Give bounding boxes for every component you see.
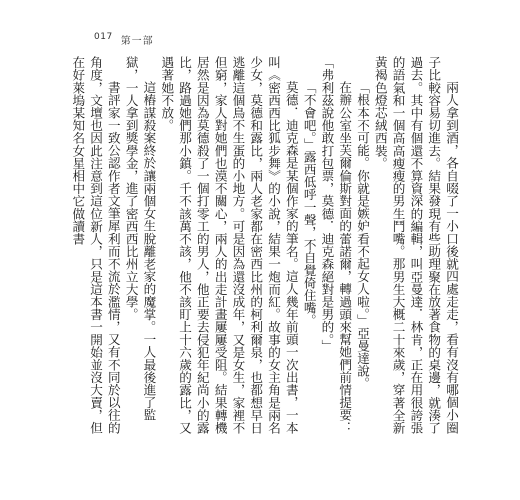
paragraph: 「根本不可能。你就是嫉妒看不起女人啦。」亞曼達說。 xyxy=(355,81,371,390)
chapter-title: 第一部 xyxy=(120,36,154,47)
body-text xyxy=(70,56,460,436)
paragraph: 這樁謀殺案終於讓兩個女生脫離老家的魔掌。一人最後進了監獄，一人拿到獎學金，進了密西西比州立大學。 xyxy=(123,56,157,422)
running-header xyxy=(94,32,154,47)
paragraph: 兩人拿到酒，各自啜了一小口後就四處走走，看有沒有哪個小圈子比較容易切進去。結果發現有些助理聚在放著食物的桌邊，就湊了過去。其中有個還不算資深的編輯，叫亞曼達．林肯，正在用很誇張的語氣和一個高高瘦瘦的男生鬥嘴。那男生大概二十來歲，穿著全新黃褐色燈芯絨西裝。 xyxy=(372,56,459,434)
paragraph: 莫德．迪克森是某個作家的筆名。這人幾年前頭一次出書，一本叫《密西西比狐步舞》的小說，結果一炮而紅。故事的女主角是兩名少女，莫德和露比，兩人老家都在密西比州的柯利爾泉，也都想早日逃離這個鳥不生蛋的小地方。可是因為還沒成年，又是女生，家裡不但窮，家人對她們也漠不關心，兩人的出走計畫屢屢受阻。結果轉機居然是因為莫德殺了一個打零工的男人，他正要去侵犯年紀尚小的露比，路過她們那小鎮。千不該萬不該，他不該盯上十六歲的露比，又遇著她不放。 xyxy=(159,56,299,434)
page-number: 017 xyxy=(94,32,113,42)
paragraph: 書評家一致公認作者文筆犀利而不流於濫情，又有不同於以往的角度，文壇也因此注意到這位新人，只是這本書一開始並沒大賣，但在好萊塢某知名女星相中它做讀書 xyxy=(70,56,121,434)
paragraph: 在辦公室坐芙爾倫斯對面的蕾諾爾，轉過頭來幫她們前情提要：「弗利茲說他敢打包票，莫德．迪克森絕對是男的。」 xyxy=(319,56,353,434)
paragraph: 「不會吧。」露西低呼一聲，不自覺倚住嘴。 xyxy=(301,81,317,327)
